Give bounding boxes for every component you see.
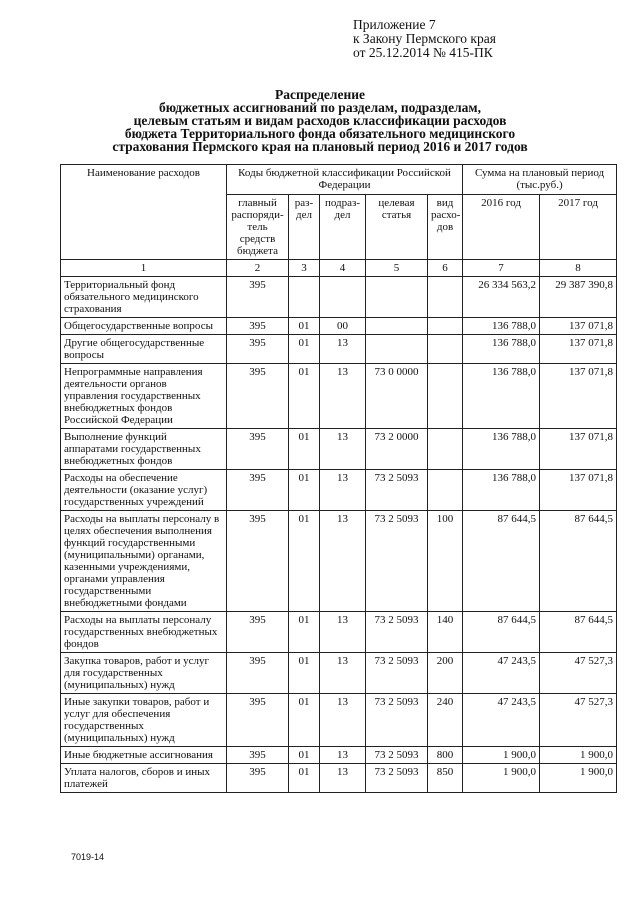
cell-2016: 47 243,5: [463, 694, 540, 747]
cell-2016: 136 788,0: [463, 429, 540, 470]
column-number: 7: [463, 260, 540, 277]
cell-target: [366, 318, 428, 335]
cell-subsection: [320, 277, 366, 318]
cell-target: 73 2 5093: [366, 511, 428, 612]
cell-expense-type: [428, 277, 463, 318]
table-body: [61, 277, 617, 793]
cell-expense-type: [428, 335, 463, 364]
cell-name: Другие общегосударственные вопросы: [61, 335, 227, 364]
cell-2016: 26 334 563,2: [463, 277, 540, 318]
header-sum: Сумма на плановый период (тыс.руб.): [463, 165, 617, 195]
cell-subsection: 13: [320, 364, 366, 429]
cell-main-manager: 395: [227, 653, 289, 694]
cell-subsection: 13: [320, 470, 366, 511]
column-number: 6: [428, 260, 463, 277]
column-number: 3: [289, 260, 320, 277]
cell-2017: 137 071,8: [540, 470, 617, 511]
cell-expense-type: 800: [428, 747, 463, 764]
cell-2017: 29 387 390,8: [540, 277, 617, 318]
cell-section: 01: [289, 694, 320, 747]
cell-expense-type: 100: [428, 511, 463, 612]
footer-code: 7019-14: [71, 852, 105, 862]
cell-name: Непрограммные направления деятельности органов управления государственных внебюджетных фондов Российской Федерации: [61, 364, 227, 429]
cell-expense-type: [428, 318, 463, 335]
table-row: [61, 653, 617, 694]
cell-2016: 87 644,5: [463, 612, 540, 653]
cell-name: Выполнение функций аппаратами государственных внебюджетных фондов: [61, 429, 227, 470]
column-number: 4: [320, 260, 366, 277]
cell-subsection: 13: [320, 653, 366, 694]
header-year-2016: 2016 год: [463, 195, 540, 260]
column-numbers-row: [61, 260, 617, 277]
appendix-reference: [353, 18, 496, 60]
cell-main-manager: 395: [227, 277, 289, 318]
cell-main-manager: 395: [227, 335, 289, 364]
cell-name: Расходы на обеспечение деятельности (оказание услуг) государственных учреждений: [61, 470, 227, 511]
cell-2017: 137 071,8: [540, 364, 617, 429]
cell-main-manager: 395: [227, 318, 289, 335]
cell-name: Уплата налогов, сборов и иных платежей: [61, 764, 227, 793]
cell-expense-type: 200: [428, 653, 463, 694]
table-row: [61, 511, 617, 612]
cell-subsection: 13: [320, 429, 366, 470]
cell-main-manager: 395: [227, 511, 289, 612]
cell-target: [366, 277, 428, 318]
cell-main-manager: 395: [227, 764, 289, 793]
cell-target: 73 2 5093: [366, 612, 428, 653]
cell-2016: 136 788,0: [463, 364, 540, 429]
cell-2016: 136 788,0: [463, 470, 540, 511]
cell-section: 01: [289, 335, 320, 364]
cell-main-manager: 395: [227, 612, 289, 653]
appendix-number: Приложение 7: [353, 17, 436, 32]
cell-2016: 136 788,0: [463, 335, 540, 364]
cell-section: 01: [289, 318, 320, 335]
cell-section: 01: [289, 470, 320, 511]
cell-main-manager: 395: [227, 364, 289, 429]
header-section: раз-дел: [289, 195, 320, 260]
cell-subsection: 13: [320, 612, 366, 653]
table-row: [61, 747, 617, 764]
header-subsection: подраз-дел: [320, 195, 366, 260]
appendix-law: к Закону Пермского края: [353, 31, 496, 46]
table-row: [61, 335, 617, 364]
header-main-manager: главный распоряди-тель средств бюджета: [227, 195, 289, 260]
cell-subsection: 13: [320, 747, 366, 764]
cell-section: 01: [289, 747, 320, 764]
cell-subsection: 13: [320, 335, 366, 364]
cell-2016: 87 644,5: [463, 511, 540, 612]
cell-expense-type: [428, 364, 463, 429]
cell-target: 73 2 5093: [366, 694, 428, 747]
cell-target: 73 2 5093: [366, 653, 428, 694]
cell-target: 73 2 5093: [366, 470, 428, 511]
cell-section: 01: [289, 364, 320, 429]
cell-main-manager: 395: [227, 747, 289, 764]
cell-subsection: 13: [320, 511, 366, 612]
cell-section: 01: [289, 764, 320, 793]
column-number: 1: [61, 260, 227, 277]
cell-expense-type: 850: [428, 764, 463, 793]
title-line-5: страхования Пермского края на плановый период 2016 и 2017 годов: [112, 139, 528, 154]
cell-target: 73 2 5093: [366, 764, 428, 793]
cell-name: Территориальный фонд обязательного медицинского страхования: [61, 277, 227, 318]
cell-2016: 1 900,0: [463, 764, 540, 793]
table-row: [61, 429, 617, 470]
table-row: [61, 764, 617, 793]
cell-name: Расходы на выплаты персоналу в целях обеспечения выполнения функций государственными (муниципальными) органами, казенными учреждениями, органами управления государственными внебюджетными фондами: [61, 511, 227, 612]
budget-table: [60, 164, 617, 793]
table-row: [61, 470, 617, 511]
cell-main-manager: 395: [227, 429, 289, 470]
table-row: [61, 277, 617, 318]
cell-2017: 1 900,0: [540, 764, 617, 793]
column-number: 8: [540, 260, 617, 277]
title-line-1: Распределение: [274, 87, 366, 102]
cell-expense-type: [428, 429, 463, 470]
table-row: [61, 318, 617, 335]
cell-section: 01: [289, 511, 320, 612]
title-line-3: целевым статьям и видам расходов классификации расходов: [133, 113, 507, 128]
table-row: [61, 364, 617, 429]
document-title: [60, 88, 580, 153]
table-row: [61, 612, 617, 653]
cell-expense-type: 140: [428, 612, 463, 653]
cell-target: 73 2 0000: [366, 429, 428, 470]
cell-expense-type: 240: [428, 694, 463, 747]
appendix-date: от 25.12.2014 № 415-ПК: [353, 45, 493, 60]
header-codes: Коды бюджетной классификации Российской Федерации: [227, 165, 463, 195]
cell-target: 73 0 0000: [366, 364, 428, 429]
cell-main-manager: 395: [227, 470, 289, 511]
cell-name: Иные закупки товаров, работ и услуг для обеспечения государственных (муниципальных) нужд: [61, 694, 227, 747]
cell-2017: 87 644,5: [540, 612, 617, 653]
cell-main-manager: 395: [227, 694, 289, 747]
cell-name: Расходы на выплаты персоналу государственных внебюджетных фондов: [61, 612, 227, 653]
cell-target: [366, 335, 428, 364]
cell-name: Закупка товаров, работ и услуг для государственных (муниципальных) нужд: [61, 653, 227, 694]
cell-2017: 47 527,3: [540, 653, 617, 694]
cell-expense-type: [428, 470, 463, 511]
cell-subsection: 13: [320, 694, 366, 747]
table-row: [61, 694, 617, 747]
cell-2016: 136 788,0: [463, 318, 540, 335]
cell-section: 01: [289, 653, 320, 694]
cell-name: Общегосударственные вопросы: [61, 318, 227, 335]
cell-2017: 87 644,5: [540, 511, 617, 612]
cell-target: 73 2 5093: [366, 747, 428, 764]
header-target: целевая статья: [366, 195, 428, 260]
column-number: 2: [227, 260, 289, 277]
cell-2017: 137 071,8: [540, 335, 617, 364]
column-number: 5: [366, 260, 428, 277]
cell-section: 01: [289, 612, 320, 653]
cell-2016: 1 900,0: [463, 747, 540, 764]
cell-section: [289, 277, 320, 318]
title-line-2: бюджетных ассигнований по разделам, подразделам,: [159, 100, 481, 115]
cell-subsection: 13: [320, 764, 366, 793]
cell-2016: 47 243,5: [463, 653, 540, 694]
cell-name: Иные бюджетные ассигнования: [61, 747, 227, 764]
header-expense-type: вид расхо-дов: [428, 195, 463, 260]
cell-section: 01: [289, 429, 320, 470]
cell-2017: 47 527,3: [540, 694, 617, 747]
header-name: Наименование расходов: [61, 165, 227, 260]
header-year-2017: 2017 год: [540, 195, 617, 260]
title-line-4: бюджета Территориального фонда обязательного медицинского: [124, 126, 516, 141]
cell-2017: 137 071,8: [540, 429, 617, 470]
cell-subsection: 00: [320, 318, 366, 335]
cell-2017: 137 071,8: [540, 318, 617, 335]
cell-2017: 1 900,0: [540, 747, 617, 764]
